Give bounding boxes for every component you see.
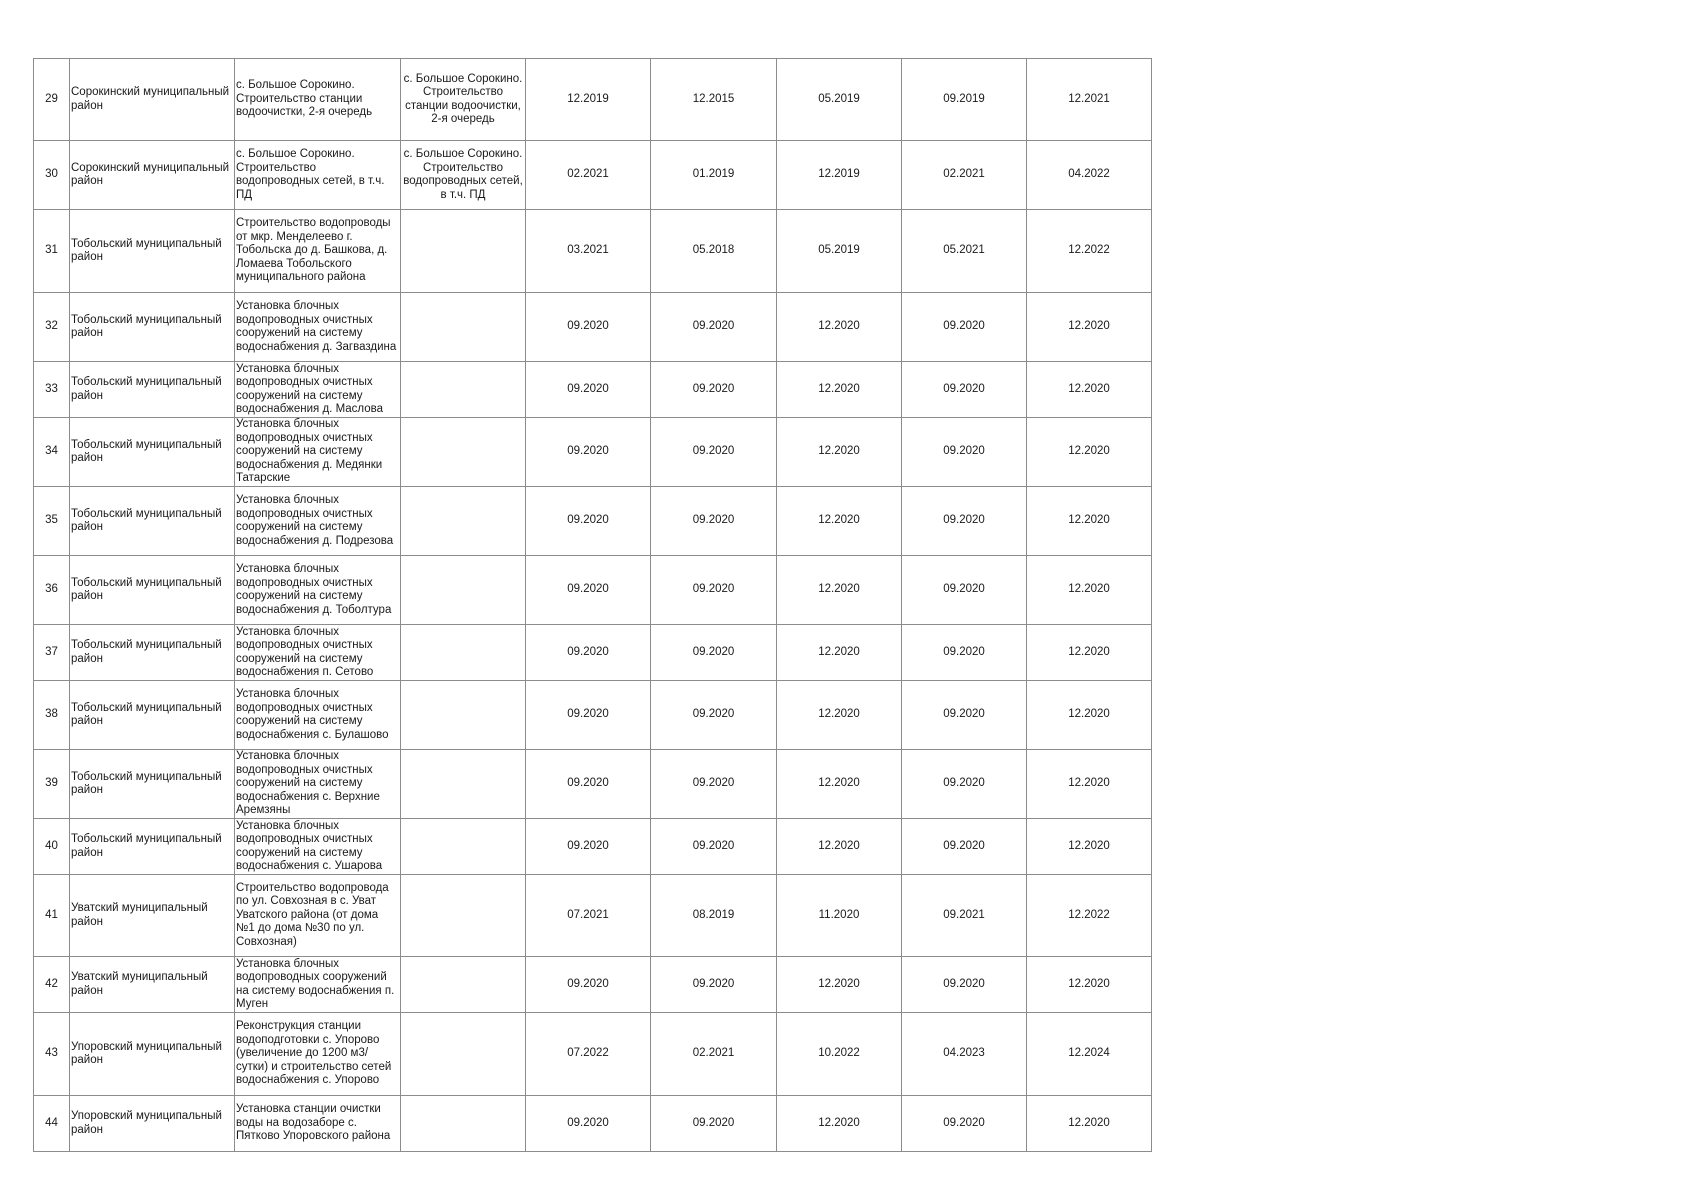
object-cell: с. Большое Сорокино. Строительство станции водоочистки, 2-я очередь — [235, 59, 401, 141]
date-cell-3: 12.2020 — [777, 362, 902, 418]
note-cell: с. Большое Сорокино. Строительство водопроводных сетей, в т.ч. ПД — [401, 141, 526, 210]
date-cell-3: 12.2020 — [777, 418, 902, 487]
date-cell-2: 09.2020 — [651, 362, 777, 418]
object-cell: Установка блочных водопроводных очистных сооружений на систему водоснабжения с. Верхние Аремзяны — [235, 750, 401, 819]
table-row — [34, 957, 1152, 1013]
date-cell-1: 09.2020 — [526, 819, 651, 875]
date-cell-3: 12.2020 — [777, 625, 902, 681]
date-cell-4: 09.2021 — [902, 875, 1027, 957]
date-cell-4: 05.2021 — [902, 210, 1027, 293]
object-cell: Установка блочных водопроводных очистных сооружений на систему водоснабжения д. Медянки Татарские — [235, 418, 401, 487]
note-cell — [401, 819, 526, 875]
table-row — [34, 59, 1152, 141]
date-cell-3: 10.2022 — [777, 1013, 902, 1096]
date-cell-5: 12.2020 — [1027, 957, 1152, 1013]
row-number: 30 — [34, 141, 70, 210]
date-cell-3: 12.2020 — [777, 556, 902, 625]
object-cell: Установка блочных водопроводных очистных сооружений на систему водоснабжения д. Тоболтура — [235, 556, 401, 625]
date-cell-2: 09.2020 — [651, 681, 777, 750]
date-cell-2: 02.2021 — [651, 1013, 777, 1096]
date-cell-4: 09.2020 — [902, 957, 1027, 1013]
table-body — [34, 59, 1152, 1152]
district-cell: Уватский муниципальный район — [70, 875, 235, 957]
date-cell-2: 05.2018 — [651, 210, 777, 293]
date-cell-3: 12.2020 — [777, 1096, 902, 1152]
row-number: 42 — [34, 957, 70, 1013]
object-cell: Установка станции очистки воды на водозаборе с. Пятково Упоровского района — [235, 1096, 401, 1152]
date-cell-2: 09.2020 — [651, 556, 777, 625]
note-cell — [401, 625, 526, 681]
row-number: 43 — [34, 1013, 70, 1096]
district-cell: Упоровский муниципальный район — [70, 1096, 235, 1152]
object-cell: Установка блочных водопроводных очистных сооружений на систему водоснабжения д. Подрезова — [235, 487, 401, 556]
date-cell-4: 09.2020 — [902, 1096, 1027, 1152]
district-cell: Тобольский муниципальный район — [70, 819, 235, 875]
date-cell-4: 02.2021 — [902, 141, 1027, 210]
district-cell: Тобольский муниципальный район — [70, 750, 235, 819]
district-cell: Тобольский муниципальный район — [70, 293, 235, 362]
date-cell-2: 09.2020 — [651, 957, 777, 1013]
date-cell-5: 12.2020 — [1027, 1096, 1152, 1152]
table-row — [34, 556, 1152, 625]
object-cell: Установка блочных водопроводных очистных сооружений на систему водоснабжения д. Маслова — [235, 362, 401, 418]
note-cell — [401, 293, 526, 362]
date-cell-4: 09.2020 — [902, 418, 1027, 487]
object-cell: Установка блочных водопроводных сооружений на систему водоснабжения п. Муген — [235, 957, 401, 1013]
date-cell-1: 02.2021 — [526, 141, 651, 210]
date-cell-5: 12.2020 — [1027, 293, 1152, 362]
date-cell-1: 09.2020 — [526, 957, 651, 1013]
date-cell-3: 12.2019 — [777, 141, 902, 210]
note-cell — [401, 875, 526, 957]
date-cell-5: 12.2020 — [1027, 750, 1152, 819]
district-cell: Сорокинский муниципальный район — [70, 59, 235, 141]
note-cell — [401, 362, 526, 418]
table-row — [34, 362, 1152, 418]
note-cell — [401, 681, 526, 750]
object-cell: с. Большое Сорокино. Строительство водопроводных сетей, в т.ч. ПД — [235, 141, 401, 210]
date-cell-5: 04.2022 — [1027, 141, 1152, 210]
date-cell-1: 09.2020 — [526, 625, 651, 681]
date-cell-5: 12.2020 — [1027, 556, 1152, 625]
note-cell — [401, 556, 526, 625]
date-cell-3: 11.2020 — [777, 875, 902, 957]
object-cell: Установка блочных водопроводных очистных сооружений на систему водоснабжения с. Булашово — [235, 681, 401, 750]
district-cell: Тобольский муниципальный район — [70, 556, 235, 625]
row-number: 39 — [34, 750, 70, 819]
date-cell-1: 09.2020 — [526, 362, 651, 418]
date-cell-3: 12.2020 — [777, 681, 902, 750]
date-cell-5: 12.2022 — [1027, 875, 1152, 957]
date-cell-5: 12.2021 — [1027, 59, 1152, 141]
date-cell-2: 09.2020 — [651, 819, 777, 875]
row-number: 38 — [34, 681, 70, 750]
date-cell-1: 12.2019 — [526, 59, 651, 141]
row-number: 41 — [34, 875, 70, 957]
date-cell-1: 09.2020 — [526, 293, 651, 362]
date-cell-5: 12.2020 — [1027, 487, 1152, 556]
date-cell-4: 09.2019 — [902, 59, 1027, 141]
table-row — [34, 418, 1152, 487]
date-cell-1: 09.2020 — [526, 418, 651, 487]
date-cell-1: 09.2020 — [526, 681, 651, 750]
row-number: 35 — [34, 487, 70, 556]
date-cell-5: 12.2024 — [1027, 1013, 1152, 1096]
table-row — [34, 681, 1152, 750]
date-cell-1: 07.2022 — [526, 1013, 651, 1096]
table-row — [34, 625, 1152, 681]
table-row — [34, 487, 1152, 556]
date-cell-1: 09.2020 — [526, 750, 651, 819]
date-cell-5: 12.2020 — [1027, 819, 1152, 875]
district-cell: Тобольский муниципальный район — [70, 681, 235, 750]
table-row — [34, 293, 1152, 362]
district-cell: Упоровский муниципальный район — [70, 1013, 235, 1096]
note-cell — [401, 418, 526, 487]
note-cell: с. Большое Сорокино. Строительство станции водоочистки, 2-я очередь — [401, 59, 526, 141]
date-cell-2: 09.2020 — [651, 293, 777, 362]
object-cell: Установка блочных водопроводных очистных сооружений на систему водоснабжения с. Ушарова — [235, 819, 401, 875]
table-row — [34, 210, 1152, 293]
date-cell-4: 04.2023 — [902, 1013, 1027, 1096]
date-cell-1: 09.2020 — [526, 487, 651, 556]
note-cell — [401, 210, 526, 293]
table-row — [34, 875, 1152, 957]
row-number: 29 — [34, 59, 70, 141]
object-cell: Установка блочных водопроводных очистных сооружений на систему водоснабжения д. Загваздина — [235, 293, 401, 362]
date-cell-3: 12.2020 — [777, 819, 902, 875]
date-cell-3: 12.2020 — [777, 293, 902, 362]
note-cell — [401, 1013, 526, 1096]
date-cell-5: 12.2020 — [1027, 681, 1152, 750]
date-cell-1: 07.2021 — [526, 875, 651, 957]
row-number: 40 — [34, 819, 70, 875]
date-cell-1: 03.2021 — [526, 210, 651, 293]
row-number: 36 — [34, 556, 70, 625]
row-number: 37 — [34, 625, 70, 681]
date-cell-2: 09.2020 — [651, 1096, 777, 1152]
row-number: 33 — [34, 362, 70, 418]
district-cell: Тобольский муниципальный район — [70, 362, 235, 418]
district-cell: Тобольский муниципальный район — [70, 210, 235, 293]
date-cell-2: 09.2020 — [651, 625, 777, 681]
row-number: 34 — [34, 418, 70, 487]
date-cell-5: 12.2022 — [1027, 210, 1152, 293]
row-number: 31 — [34, 210, 70, 293]
date-cell-4: 09.2020 — [902, 681, 1027, 750]
date-cell-4: 09.2020 — [902, 556, 1027, 625]
date-cell-2: 01.2019 — [651, 141, 777, 210]
district-cell: Сорокинский муниципальный район — [70, 141, 235, 210]
date-cell-4: 09.2020 — [902, 625, 1027, 681]
row-number: 44 — [34, 1096, 70, 1152]
district-cell: Тобольский муниципальный район — [70, 487, 235, 556]
date-cell-1: 09.2020 — [526, 1096, 651, 1152]
district-cell: Тобольский муниципальный район — [70, 418, 235, 487]
date-cell-1: 09.2020 — [526, 556, 651, 625]
table-row — [34, 1013, 1152, 1096]
table-row — [34, 819, 1152, 875]
object-cell: Реконструкция станции водоподготовки с. Упорово (увеличение до 1200 м3/сутки) и строительство сетей водоснабжения с. Упорово — [235, 1013, 401, 1096]
note-cell — [401, 487, 526, 556]
note-cell — [401, 1096, 526, 1152]
date-cell-2: 09.2020 — [651, 750, 777, 819]
date-cell-2: 12.2015 — [651, 59, 777, 141]
date-cell-5: 12.2020 — [1027, 362, 1152, 418]
date-cell-3: 12.2020 — [777, 750, 902, 819]
district-cell: Уватский муниципальный район — [70, 957, 235, 1013]
table-row — [34, 1096, 1152, 1152]
date-cell-4: 09.2020 — [902, 819, 1027, 875]
date-cell-4: 09.2020 — [902, 750, 1027, 819]
table-row — [34, 750, 1152, 819]
row-number: 32 — [34, 293, 70, 362]
projects-table — [33, 58, 1152, 1152]
object-cell: Установка блочных водопроводных очистных сооружений на систему водоснабжения п. Сетово — [235, 625, 401, 681]
date-cell-2: 09.2020 — [651, 487, 777, 556]
note-cell — [401, 957, 526, 1013]
district-cell: Тобольский муниципальный район — [70, 625, 235, 681]
date-cell-3: 05.2019 — [777, 59, 902, 141]
date-cell-5: 12.2020 — [1027, 418, 1152, 487]
date-cell-4: 09.2020 — [902, 362, 1027, 418]
note-cell — [401, 750, 526, 819]
date-cell-4: 09.2020 — [902, 487, 1027, 556]
table-row — [34, 141, 1152, 210]
object-cell: Строительство водопровода по ул. Совхозная в с. Уват Уватского района (от дома №1 до дома №30 по ул. Совхозная) — [235, 875, 401, 957]
date-cell-5: 12.2020 — [1027, 625, 1152, 681]
date-cell-3: 12.2020 — [777, 957, 902, 1013]
date-cell-3: 05.2019 — [777, 210, 902, 293]
date-cell-2: 09.2020 — [651, 418, 777, 487]
date-cell-4: 09.2020 — [902, 293, 1027, 362]
date-cell-3: 12.2020 — [777, 487, 902, 556]
date-cell-2: 08.2019 — [651, 875, 777, 957]
object-cell: Строительство водопроводы от мкр. Менделеево г. Тобольска до д. Башкова, д. Ломаева Тобольского муниципального района — [235, 210, 401, 293]
